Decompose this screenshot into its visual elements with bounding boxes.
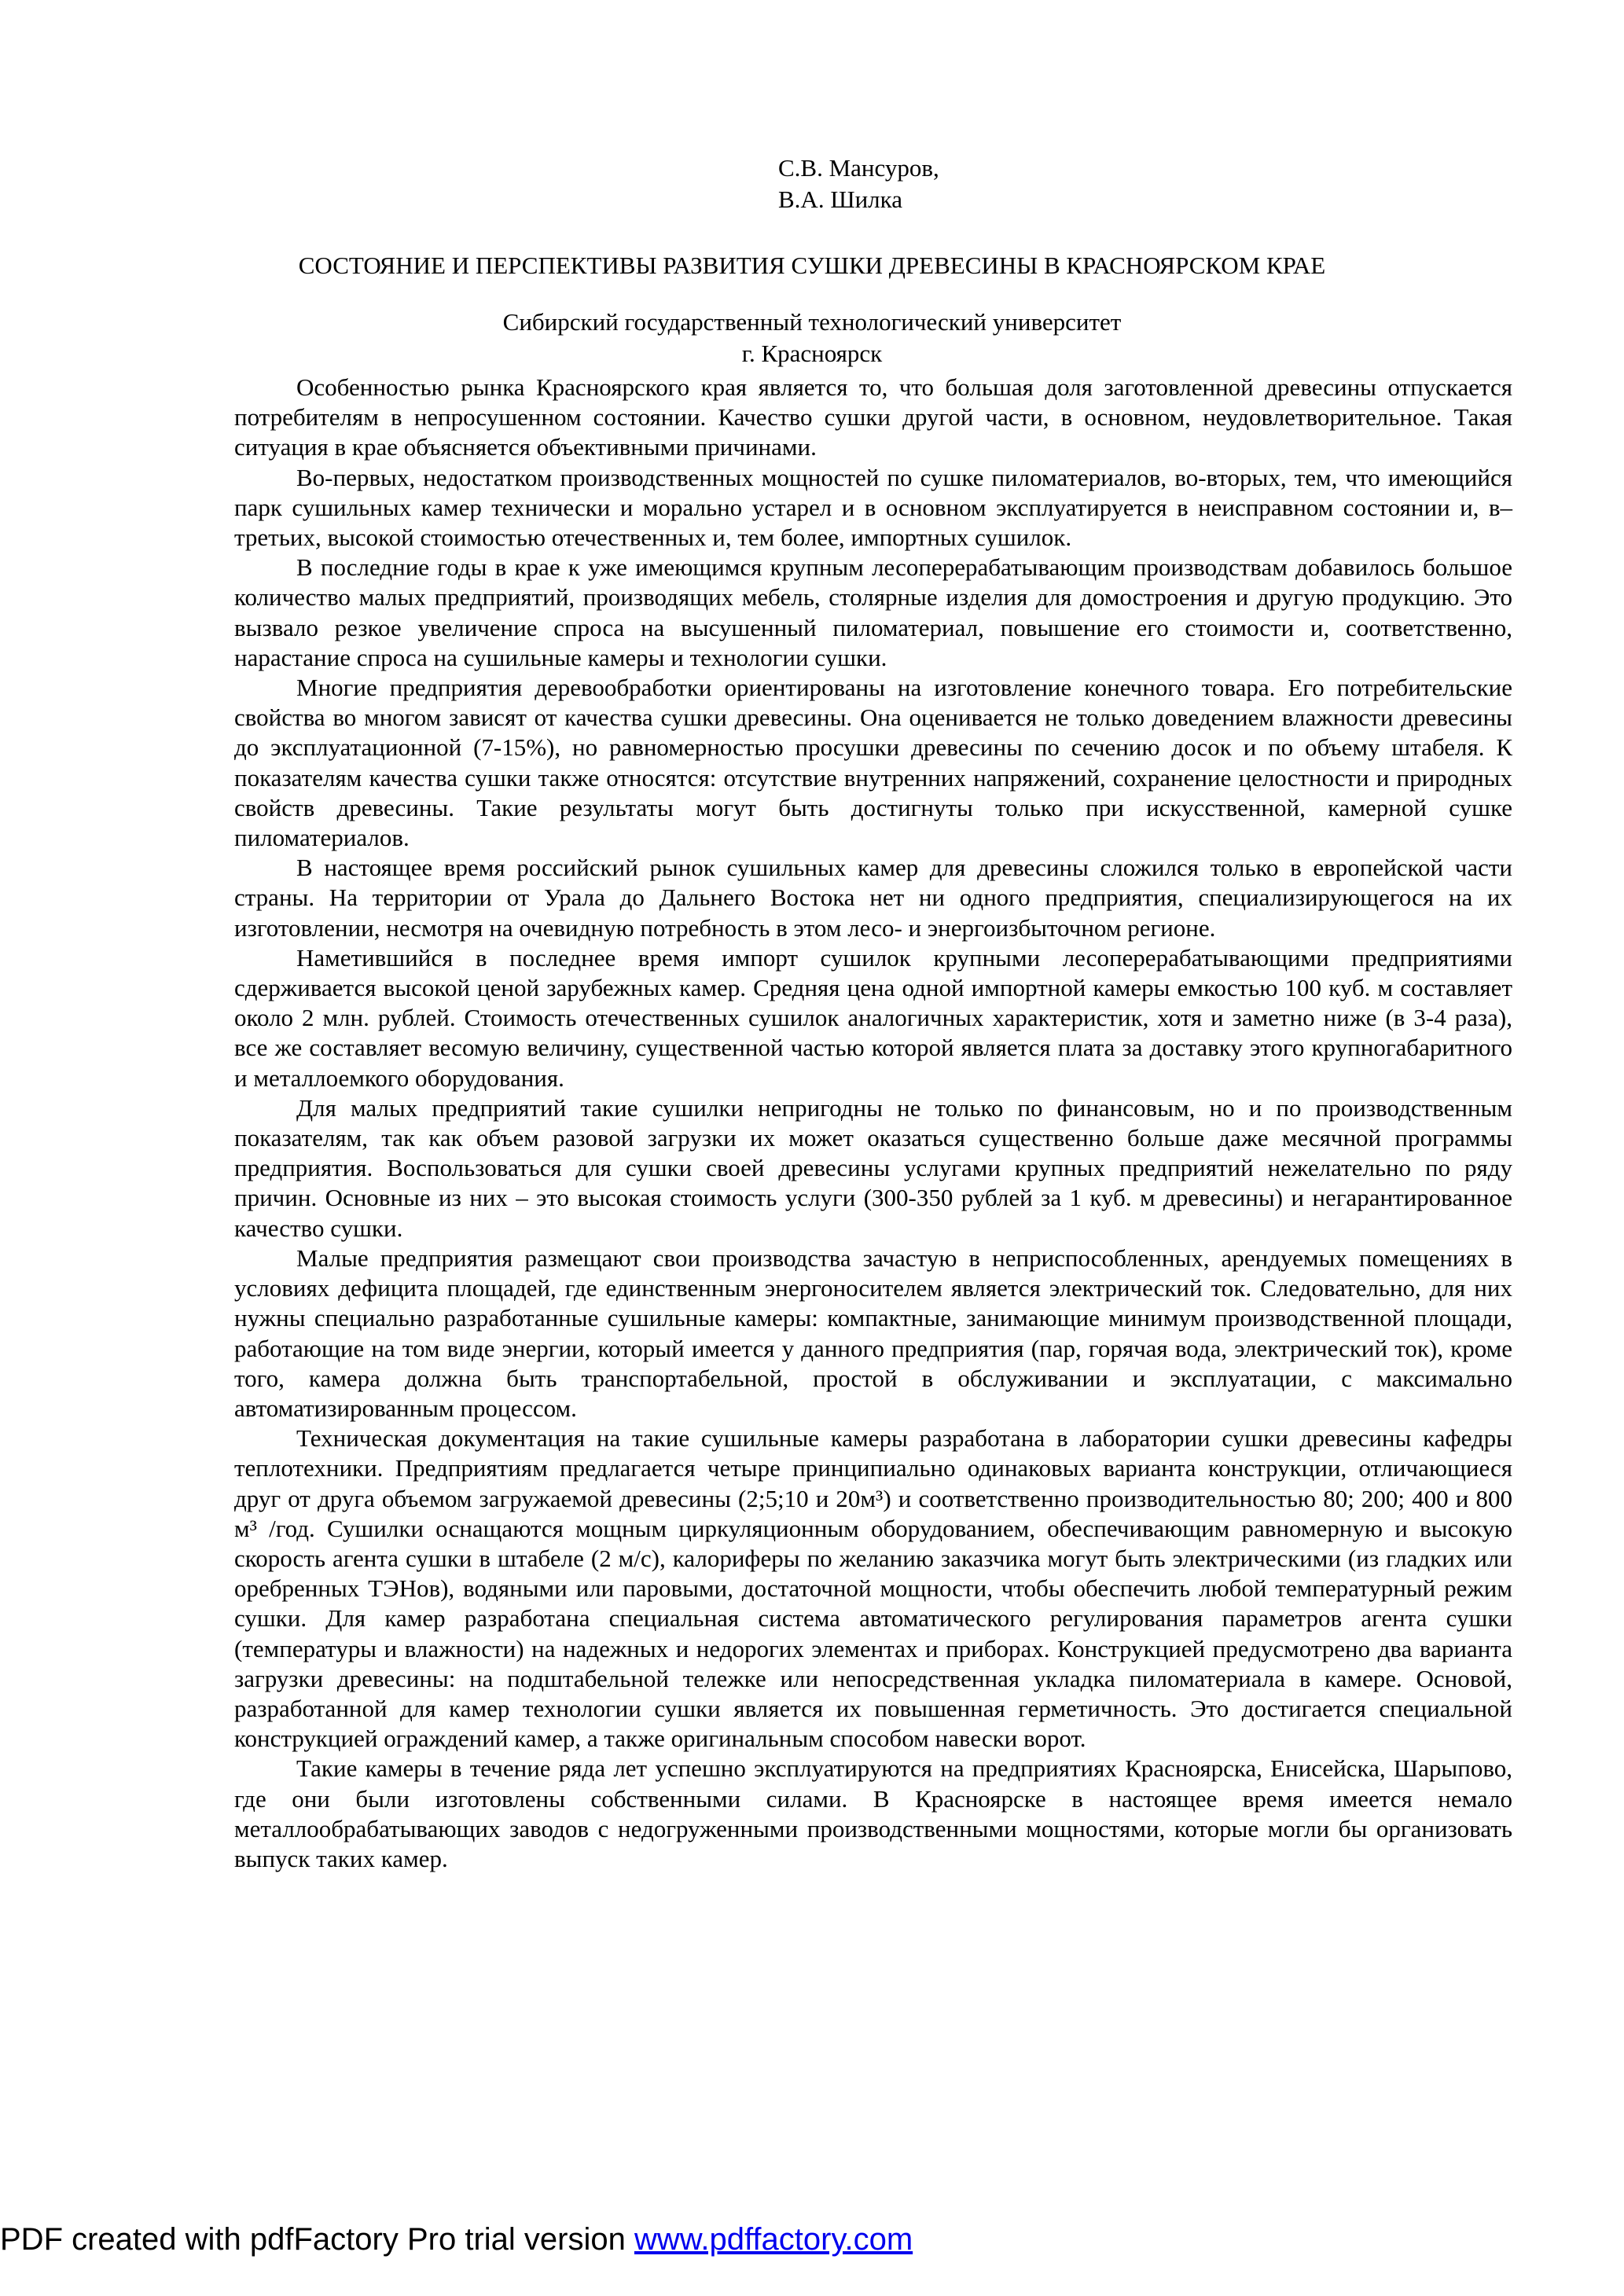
paragraph: Для малых предприятий такие сушилки непригодны не только по финансовым, но и по производственным показателям, так как объем разовой загрузки их может оказаться существенно больше даже месячной программы предприятия. Воспользоваться для сушки своей древесины услугами крупных предприятий нежелательно по ряду причин. Основные из них – это высокая стоимость услуги (300-350 рублей за 1 куб. м древесины) и негарантированное качество сушки. xyxy=(234,1093,1512,1242)
paragraph: В настоящее время российский рынок сушильных камер для древесины сложился только в европейской части страны. На территории от Урала до Дальнего Востока нет ни одного предприятия, специализирующегося на их изготовлении, несмотря на очевидную потребность в этом лесо- и энергоизбыточном регионе. xyxy=(234,854,1512,942)
article-body xyxy=(234,373,1512,1874)
city-name: г. Красноярск xyxy=(741,340,883,367)
author-list xyxy=(778,152,939,215)
author-name: С.В. Мансуров, xyxy=(778,154,939,182)
pdf-footer xyxy=(0,2220,913,2259)
university-name: Сибирский государственный технологический университет xyxy=(502,308,1122,336)
paragraph: Такие камеры в течение ряда лет успешно эксплуатируются на предприятиях Красноярска, Енисейска, Шарыпово, где они были изготовлены собственными силами. В Красноярске в настоящее время имеется немало металлообрабатывающих заводов с недогруженными производственными мощностями, которые могли бы организовать выпуск таких камер. xyxy=(234,1754,1512,1872)
paragraph: Наметившийся в последнее время импорт сушилок крупными лесоперерабатывающими предприятиями сдерживается высокой ценой зарубежных камер. Средняя цена одной импортной камеры емкостью 100 куб. м составляет около 2 млн. рублей. Стоимость отечественных сушилок аналогичных характеристик, хотя и заметно ниже (в 3-4 раза), все же составляет весомую величину, существенной частью которой является плата за доставку этого крупногабаритного и металлоемкого оборудования. xyxy=(234,943,1512,1092)
paragraph: В последние годы в крае к уже имеющимся крупным лесоперерабатывающим производствам добавилось большое количество малых предприятий, производящих мебель, столярные изделия для домостроения и другую продукцию. Это вызвало резкое увеличение спроса на высушенный пиломатериал, повышение его стоимости и, соответственно, нарастание спроса на сушильные камеры и технологии сушки. xyxy=(234,553,1512,671)
paragraph: Особенностью рынка Красноярского края является то, что большая доля заготовленной древесины отпускается потребителям в непросушенном состоянии. Качество сушки другой части, в основном, неудовлетворительное. Такая ситуация в крае объясняется объективными причинами. xyxy=(234,373,1512,461)
affiliation xyxy=(0,307,1624,369)
pdffactory-link[interactable]: www.pdffactory.com xyxy=(634,2222,913,2257)
footer-text: PDF created with pdfFactory Pro trial version xyxy=(0,2222,634,2257)
article-title: СОСТОЯНИЕ И ПЕРСПЕКТИВЫ РАЗВИТИЯ СУШКИ ДРЕВЕСИНЫ В КРАСНОЯРСКОМ КРАЕ xyxy=(298,252,1326,279)
paragraph: Многие предприятия деревообработки ориентированы на изготовление конечного товара. Его потребительские свойства во многом зависят от качества сушки древесины. Она оценивается не только доведением влажности древесины до эксплуатационной (7-15%), но равномерностью просушки древесины по сечению досок и по объему штабеля. К показателям качества сушки также относятся: отсутствие внутренних напряжений, сохранение целостности и природных свойств древесины. Такие результаты могут быть достигнуты только при искусственной, камерной сушке пиломатериалов. xyxy=(234,674,1512,852)
paragraph: Техническая документация на такие сушильные камеры разработана в лаборатории сушки древесины кафедры теплотехники. Предприятиям предлагается четыре принципиально одинаковых варианта конструкции, отличающиеся друг от друга объемом загружаемой древесины (2;5;10 и 20м³) и соответственно производительностью 80; 200; 400 и 800 м³ /год. Сушилки оснащаются мощным циркуляционным оборудованием, обеспечивающим равномерную и высокую скорость агента сушки в штабеле (2 м/с), калориферы по желанию заказчика могут быть электрическими (из гладких или оребренных ТЭНов), водяными или паровыми, достаточной мощности, чтобы обеспечить любой температурный режим сушки. Для камер разработана специальная система автоматического регулирования параметров агента сушки (температуры и влажности) на надежных и недорогих элементах и приборах. Конструкцией предусмотрено два варианта загрузки древесины: на подштабельной тележке или непосредственная укладка пиломатериала в камере. Основой, разработанной для камер технологии сушки является их повышенная герметичность. Это достигается специальной конструкцией ограждений камер, а также оригинальным способом навески ворот. xyxy=(234,1424,1512,1753)
author-name: В.А. Шилка xyxy=(778,186,902,213)
paragraph: Малые предприятия размещают свои производства зачастую в неприспособленных, арендуемых помещениях в условиях дефицита площадей, где единственным энергоносителем является электрический ток. Следовательно, для них нужны специально разработанные сушильные камеры: компактные, занимающие минимум производственной площади, работающие на том виде энергии, который имеется у данного предприятия (пар, горячая вода, электрический ток), кроме того, камера должна быть транспортабельной, простой в обслуживании и эксплуатации, с максимально автоматизированным процессом. xyxy=(234,1244,1512,1422)
paragraph: Во-первых, недостатком производственных мощностей по сушке пиломатериалов, во-вторых, тем, что имеющийся парк сушильных камер технически и морально устарел и в основном эксплуатируется в неисправном состоянии и, в–третьих, высокой стоимостью отечественных и, тем более, импортных сушилок. xyxy=(234,463,1512,552)
